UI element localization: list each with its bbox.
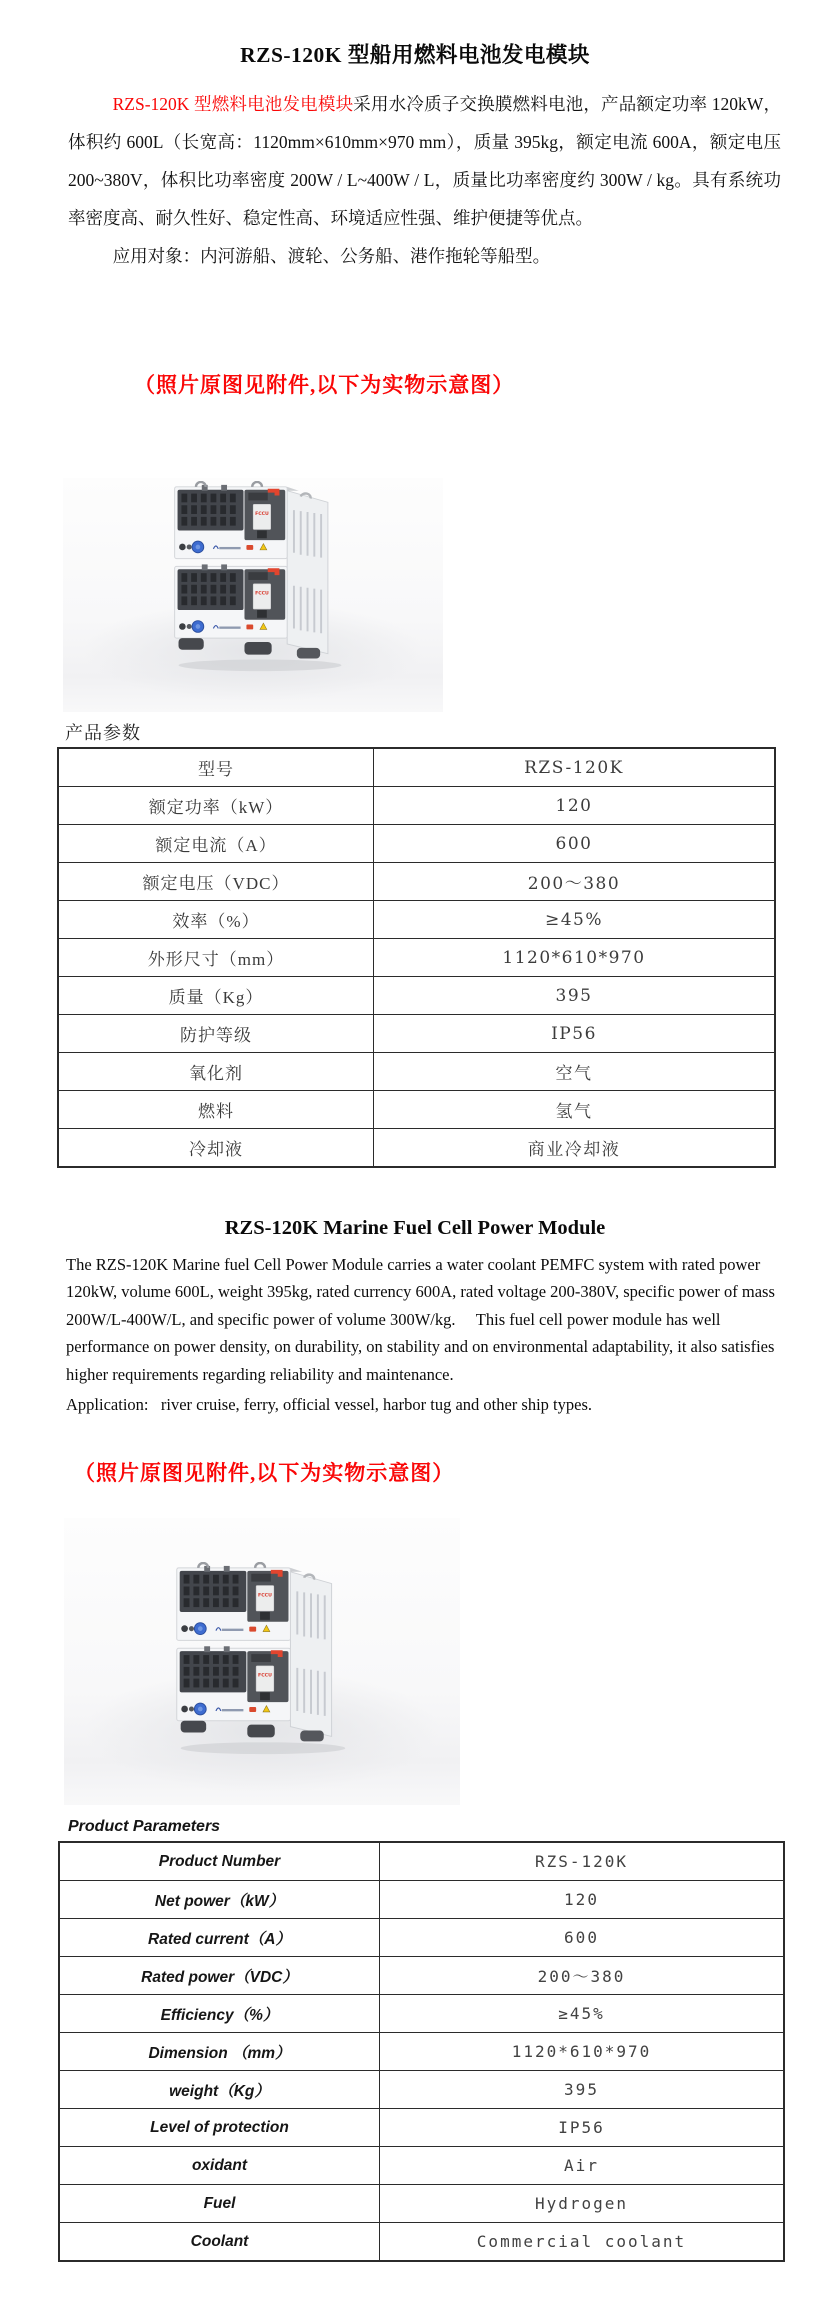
param-label: 型号 <box>58 748 374 787</box>
param-value: 600 <box>374 825 776 863</box>
table-row <box>59 1881 784 1919</box>
table-row <box>58 1053 775 1091</box>
param-value: 氢气 <box>374 1091 776 1129</box>
intro-zh <box>68 85 781 275</box>
param-value: 120 <box>374 787 776 825</box>
table-row <box>59 2185 784 2223</box>
params-title-zh: 产品参数 <box>65 723 141 743</box>
page-title-zh: RZS-120K 型船用燃料电池发电模块 <box>240 43 590 67</box>
param-value: 600 <box>380 1919 785 1957</box>
table-row <box>58 901 775 939</box>
param-value: ≥45% <box>380 1995 785 2033</box>
table-row <box>58 977 775 1015</box>
param-label: 效率（%） <box>58 901 374 939</box>
param-value: 200～380 <box>380 1957 785 1995</box>
param-label: Net power（kW） <box>59 1881 380 1919</box>
photo-note-en: （照片原图见附件,以下为实物示意图） <box>74 1461 455 1485</box>
param-value: 商业冷却液 <box>374 1129 776 1168</box>
intro-en <box>66 1251 782 1418</box>
photo-note-zh: （照片原图见附件,以下为实物示意图） <box>134 373 515 397</box>
param-label: 额定电流（A） <box>58 825 374 863</box>
intro-paragraph-en: The RZS-120K Marine fuel Cell Power Module carries a water coolant PEMFC system with rated power 120kW, volume 600L, weight 395kg, rated currency 600A, rated voltage 200-380V, specific power of mass 200W/L-400W/L, and specific power of volume 300W/kg. This fuel cell power module has well performance on power density, on durability, on stability and on environmental adaptability, it also satisfies higher requirements regarding reliability and maintenance. <box>66 1255 779 1384</box>
table-row <box>58 825 775 863</box>
table-row <box>58 863 775 901</box>
param-value: RZS-120K <box>374 748 776 787</box>
product-photo-en <box>64 1518 460 1805</box>
param-label: Fuel <box>59 2185 380 2223</box>
param-value: RZS-120K <box>380 1842 785 1881</box>
table-row <box>59 2147 784 2185</box>
page-title-en: RZS-120K Marine Fuel Cell Power Module <box>224 1217 606 1239</box>
param-value: ≥45% <box>374 901 776 939</box>
intro-highlight-zh: RZS-120K 型燃料电池发电模块 <box>112 94 354 114</box>
param-label: 冷却液 <box>58 1129 374 1168</box>
param-value: 1120*610*970 <box>380 2033 785 2071</box>
table-row <box>58 1091 775 1129</box>
param-label: Product Number <box>59 1842 380 1881</box>
product-photo-zh <box>63 478 443 712</box>
params-table-zh <box>57 747 776 1168</box>
param-value: 120 <box>380 1881 785 1919</box>
table-row <box>58 748 775 787</box>
table-row <box>59 1842 784 1881</box>
param-label: oxidant <box>59 2147 380 2185</box>
application-line-zh: 应用对象：内河游船、渡轮、公务船、港作拖轮等船型。 <box>112 246 551 266</box>
table-row <box>58 1129 775 1168</box>
param-value: Air <box>380 2147 785 2185</box>
table-row <box>59 2223 784 2262</box>
intro-paragraph-zh <box>68 85 781 237</box>
param-value: Commercial coolant <box>380 2223 785 2262</box>
param-value: IP56 <box>374 1015 776 1053</box>
param-value: 1120*610*970 <box>374 939 776 977</box>
table-row <box>59 2033 784 2071</box>
table-row <box>58 787 775 825</box>
param-label: Level of protection <box>59 2109 380 2147</box>
fuel-cell-module-illustration <box>165 1562 361 1758</box>
param-label: 额定电压（VDC） <box>58 863 374 901</box>
table-row <box>59 1995 784 2033</box>
params-table-en <box>58 1841 785 2262</box>
param-label: weight（Kg） <box>59 2071 380 2109</box>
param-label: 氧化剂 <box>58 1053 374 1091</box>
table-row <box>59 2109 784 2147</box>
table-row <box>58 939 775 977</box>
fuel-cell-module-illustration <box>163 481 357 675</box>
param-label: 燃料 <box>58 1091 374 1129</box>
param-label: Coolant <box>59 2223 380 2262</box>
param-value: IP56 <box>380 2109 785 2147</box>
table-row <box>58 1015 775 1053</box>
table-row <box>59 1919 784 1957</box>
param-label: 额定功率（kW） <box>58 787 374 825</box>
param-value: 395 <box>374 977 776 1015</box>
param-label: Efficiency（%） <box>59 1995 380 2033</box>
param-value: 空气 <box>374 1053 776 1091</box>
param-label: 防护等级 <box>58 1015 374 1053</box>
param-value: 200～380 <box>374 863 776 901</box>
param-value: Hydrogen <box>380 2185 785 2223</box>
table-row <box>59 2071 784 2109</box>
param-label: Dimension （mm） <box>59 2033 380 2071</box>
param-label: 外形尺寸（mm） <box>58 939 374 977</box>
param-label: 质量（Kg） <box>58 977 374 1015</box>
params-title-en: Product Parameters <box>68 1818 221 1835</box>
param-label: Rated current（A） <box>59 1919 380 1957</box>
application-line-en: Application: river cruise, ferry, official vessel, harbor tug and other ship types. <box>66 1395 593 1415</box>
param-label: Rated power（VDC） <box>59 1957 380 1995</box>
param-value: 395 <box>380 2071 785 2109</box>
intro-rest-zh: 采用水冷质子交换膜燃料电池，产品额定功率 120kW，体积约 600L（长宽高：1120mm×610mm×970 mm），质量 395kg，额定电流 600A，额定电压 200~380V，体积比功率密度 200W / L~400W / L，质量比功率密度约 300W / kg。具有系统功率密度高、耐久性好、稳定性高、环境适应性强、维护便捷等优点。 <box>68 94 781 228</box>
table-row <box>59 1957 784 1995</box>
